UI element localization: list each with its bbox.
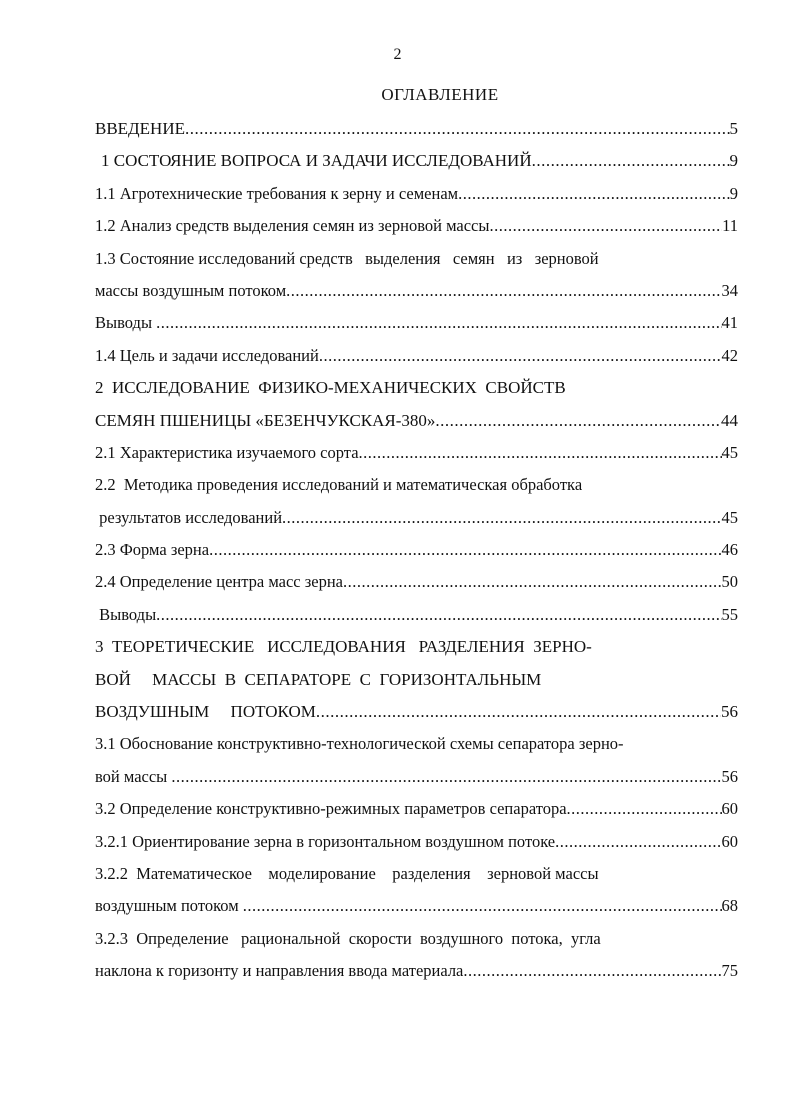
leader-dots	[359, 437, 722, 469]
leader-dots	[567, 793, 722, 825]
toc-line	[0, 502, 795, 534]
toc-line	[0, 599, 795, 631]
toc-entry-1-3-line1[interactable]	[95, 243, 675, 275]
toc-entry-text: 1.2 Анализ средств выделения семян из зерновой массы	[95, 216, 490, 236]
leader-dots	[316, 696, 721, 728]
toc-page-number: 42	[721, 345, 738, 365]
toc-entry-2-2-line1[interactable]	[95, 469, 665, 501]
toc-entry-text: 2.3 Форма зерна	[95, 540, 210, 560]
toc-entry-3-2-3-line2[interactable]	[95, 955, 738, 987]
toc-entry-text: 2.1 Характеристика изучаемого сорта	[95, 442, 359, 462]
toc-entry-text: Выводы	[95, 313, 157, 333]
toc-title: ОГЛАВЛЕНИЕ	[381, 85, 499, 104]
toc-page-number: 9	[729, 151, 738, 171]
toc-entry-text: 1.4 Цель и задачи исследований	[95, 345, 319, 365]
leader-dots	[185, 113, 730, 145]
toc-entry-3-1-line2[interactable]	[95, 761, 738, 793]
toc-entry-chapter-2-line2[interactable]	[95, 405, 738, 437]
toc-entry-text: 1.3 Состояние исследований средств выделения семян из зерновой	[95, 248, 599, 268]
toc-line	[0, 761, 795, 793]
toc-line	[0, 340, 795, 372]
toc-entry-1-2[interactable]	[95, 210, 738, 242]
toc-line	[0, 145, 795, 177]
toc-entry-text: 2.2 Методика проведения исследований и математическая обработка	[95, 475, 583, 495]
toc-entry-3-2[interactable]	[95, 793, 738, 825]
toc-page-number: 68	[721, 896, 738, 916]
toc-entry-text: 3.2.3 Определение рациональной скорости воздушного потока, угла	[95, 928, 601, 948]
leader-dots	[555, 826, 721, 858]
toc-page-number: 60	[721, 831, 738, 851]
leader-dots	[156, 599, 721, 631]
toc-line	[0, 664, 795, 696]
toc-page-number: 41	[721, 313, 738, 333]
toc-entry-text: 3.1 Обоснование конструктивно-технологической схемы сепаратора зерно-	[95, 734, 624, 754]
toc-entry-1-3-line2[interactable]	[95, 275, 738, 307]
leader-dots	[156, 307, 721, 339]
page-number: 2	[393, 46, 402, 63]
toc-line	[0, 307, 795, 339]
toc-page-number: 11	[722, 216, 738, 236]
toc-entry-text: 3.2.2 Математическое моделирование разделения зерновой массы	[95, 863, 599, 883]
toc-entry-text: 2 ИССЛЕДОВАНИЕ ФИЗИКО-МЕХАНИЧЕСКИХ СВОЙСТВ	[95, 378, 566, 398]
toc-entry-text: 1 СОСТОЯНИЕ ВОПРОСА И ЗАДАЧИ ИССЛЕДОВАНИЙ	[101, 151, 532, 171]
toc-entry-text: наклона к горизонту и направления ввода материала	[95, 961, 464, 981]
leader-dots	[343, 566, 722, 598]
toc-page-number: 9	[729, 183, 738, 203]
toc-page-number: 60	[721, 799, 738, 819]
toc-entry-chapter-3-line1[interactable]	[95, 631, 665, 663]
toc-entry-text: массы воздушным потоком	[95, 280, 287, 300]
toc-entry-text: 2.4 Определение центра масс зерна	[95, 572, 343, 592]
toc-entry-text: 3.2.1 Ориентирование зерна в горизонтальном воздушном потоке	[95, 831, 556, 851]
toc-line	[0, 372, 795, 404]
leader-dots	[319, 340, 722, 372]
leader-dots	[532, 145, 730, 177]
toc-entry-chapter-2-line1[interactable]	[95, 372, 635, 404]
toc-page-number: 50	[721, 572, 738, 592]
toc-page-number: 44	[721, 410, 738, 430]
toc-entry-text: 1.1 Агротехнические требования к зерну и семенам	[95, 183, 459, 203]
toc-line	[0, 210, 795, 242]
table-of-contents	[0, 113, 795, 988]
toc-line	[0, 178, 795, 210]
toc-line	[0, 534, 795, 566]
toc-entry-3-2-2-line2[interactable]	[95, 890, 738, 922]
toc-entry-2-1[interactable]	[95, 437, 738, 469]
toc-entry-text: ВОЗДУШНЫМ ПОТОКОМ	[95, 702, 316, 722]
toc-line	[0, 890, 795, 922]
leader-dots	[171, 761, 721, 793]
toc-entry-conclusions-1[interactable]	[95, 307, 738, 339]
toc-entry-text: 3.2 Определение конструктивно-режимных параметров сепаратора	[95, 799, 567, 819]
toc-page-number: 45	[721, 442, 738, 462]
leader-dots	[286, 275, 721, 307]
toc-entry-text: ВВЕДЕНИЕ	[95, 119, 185, 138]
toc-entry-3-2-1[interactable]	[95, 826, 738, 858]
toc-line	[0, 405, 795, 437]
toc-page-number: 46	[721, 540, 738, 560]
toc-line	[0, 858, 795, 890]
leader-dots	[463, 955, 721, 987]
toc-entry-1-4[interactable]	[95, 340, 738, 372]
toc-line	[0, 826, 795, 858]
toc-line	[0, 955, 795, 987]
toc-page-number: 55	[721, 604, 738, 624]
toc-line	[0, 275, 795, 307]
toc-entry-3-2-3-line1[interactable]	[95, 923, 700, 955]
toc-entry-1-1[interactable]	[95, 178, 738, 210]
toc-entry-conclusions-2[interactable]	[95, 599, 738, 631]
toc-entry-text: ВОЙ МАССЫ В СЕПАРАТОРЕ С ГОРИЗОНТАЛЬНЫМ	[95, 669, 542, 689]
toc-page-number: 34	[721, 280, 738, 300]
leader-dots	[282, 502, 721, 534]
toc-line	[0, 113, 795, 145]
toc-entry-introduction[interactable]	[95, 113, 738, 145]
toc-line	[0, 793, 795, 825]
toc-entry-chapter-3-line2[interactable]	[95, 664, 645, 696]
toc-page-number: 56	[721, 766, 738, 786]
leader-dots	[458, 178, 730, 210]
toc-entry-text: СЕМЯН ПШЕНИЦЫ «БЕЗЕНЧУКСКАЯ-380»	[95, 410, 436, 430]
toc-entry-text: Выводы	[95, 604, 157, 624]
toc-entry-text: результатов исследований	[95, 507, 283, 527]
toc-line	[0, 469, 795, 501]
leader-dots	[209, 534, 721, 566]
toc-page-number: 75	[721, 961, 738, 981]
toc-entry-2-4[interactable]	[95, 566, 738, 598]
leader-dots	[489, 210, 722, 242]
toc-line	[0, 437, 795, 469]
leader-dots	[435, 405, 721, 437]
toc-entry-text: 3 ТЕОРЕТИЧЕСКИЕ ИССЛЕДОВАНИЯ РАЗДЕЛЕНИЯ ЗЕРНО-	[95, 637, 592, 657]
toc-line	[0, 696, 795, 728]
toc-line	[0, 243, 795, 275]
toc-line	[0, 728, 795, 760]
toc-entry-chapter-3-line3[interactable]	[95, 696, 738, 728]
toc-entry-chapter-1[interactable]	[101, 145, 738, 177]
toc-entry-text: вой массы	[95, 766, 172, 786]
toc-page-number: 5	[729, 119, 738, 138]
toc-line	[0, 631, 795, 663]
toc-entry-2-2-line2[interactable]	[95, 502, 738, 534]
toc-entry-text: воздушным потоком	[95, 896, 243, 916]
leader-dots	[243, 890, 722, 922]
toc-page-number: 56	[721, 702, 738, 722]
toc-entry-2-3[interactable]	[95, 534, 738, 566]
toc-line	[0, 566, 795, 598]
toc-entry-3-1-line1[interactable]	[95, 728, 700, 760]
toc-entry-3-2-2-line1[interactable]	[95, 858, 700, 890]
toc-line	[0, 923, 795, 955]
toc-page-number: 45	[721, 507, 738, 527]
